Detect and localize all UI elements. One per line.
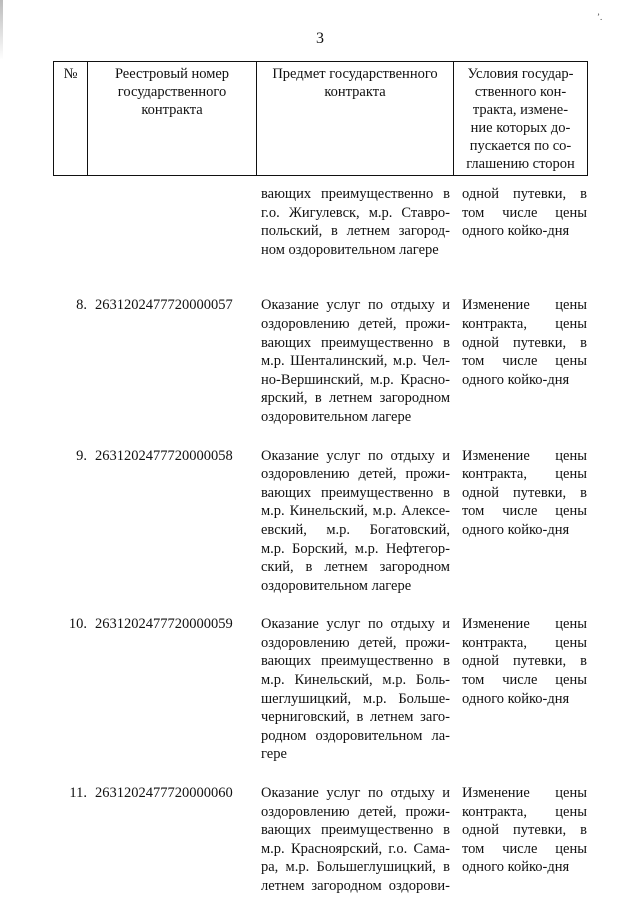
corner-mark: ’. (597, 12, 603, 22)
row-conditions: Изменение цены контракта, цены одной путевки, в том числе цены одного койко-дня (462, 297, 587, 388)
row-registry-number: 2631202477720000059 (95, 616, 233, 633)
row-subject: Оказание услуг по отдыху и оздоровлению детей, прожи- вающих преимущественно в м.р. Кинельский, м.р. Алексе- евский, м.р. Богатовский, м.р. Борский, м.р. Нефтегор- ский, в летнем загородном оздоровительном лагере (261, 447, 450, 594)
row-conditions: Изменение цены контракта, цены одной путевки, в том числе цены одного койко-дня (462, 616, 587, 707)
row-number: 9. (76, 447, 87, 464)
header-contract-conditions: Условия государ- ственного кон- тракта, измене- ние которых до- пускается по со- глашению сторон (454, 62, 588, 176)
contracts-table-header (53, 61, 588, 176)
row-number: 10. (68, 616, 87, 633)
row-conditions: Изменение цены контракта, цены одной путевки, в том числе цены одного койко-дня (462, 785, 587, 876)
row-subject: вающих преимущественно в г.о. Жигулевск, м.р. Ставро- польский, в летнем загород- ном оздоровительном лагере (261, 186, 450, 258)
header-registry-number: Реестровый номер государственного контракта (88, 62, 257, 176)
table-row (53, 447, 587, 596)
row-number: 8. (76, 297, 87, 314)
header-number: № (54, 62, 88, 176)
row-conditions: одной путевки, в том числе цены одного койко-дня (462, 186, 587, 240)
row-subject: Оказание услуг по отдыху и оздоровлению детей, прожи- вающих преимущественно в м.р. Красноярский, г.о. Сама- ра, м.р. Большеглушицкий, в летнем загородном оздорови- (261, 785, 450, 894)
table-row (53, 296, 587, 426)
row-subject: Оказание услуг по отдыху и оздоровлению детей, прожи- вающих преимущественно в м.р. Шенталинский, м.р. Чел- но-Вершинский, м.р. Красно- ярский, в летнем загородном оздоровительном лагере (261, 297, 450, 425)
row-subject: Оказание услуг по отдыху и оздоровлению детей, прожи- вающих преимущественно в м.р. Кинельский, м.р. Боль- шеглушицкий, м.р. Больше- черниговский, в летнем заго- родном оздоровительном ла- гере (261, 616, 450, 763)
table-row (53, 615, 587, 764)
row-conditions: Изменение цены контракта, цены одной путевки, в том числе цены одного койко-дня (462, 447, 587, 538)
row-registry-number: 2631202477720000060 (95, 785, 233, 802)
row-number: 11. (69, 785, 87, 802)
table-row-continuation (53, 185, 587, 259)
row-registry-number: 2631202477720000058 (95, 447, 233, 464)
row-registry-number: 2631202477720000057 (95, 297, 233, 314)
page-number: 3 (316, 30, 324, 47)
header-contract-subject: Предмет государственного контракта (257, 62, 454, 176)
contracts-table-body (53, 185, 587, 896)
table-row (53, 784, 587, 896)
